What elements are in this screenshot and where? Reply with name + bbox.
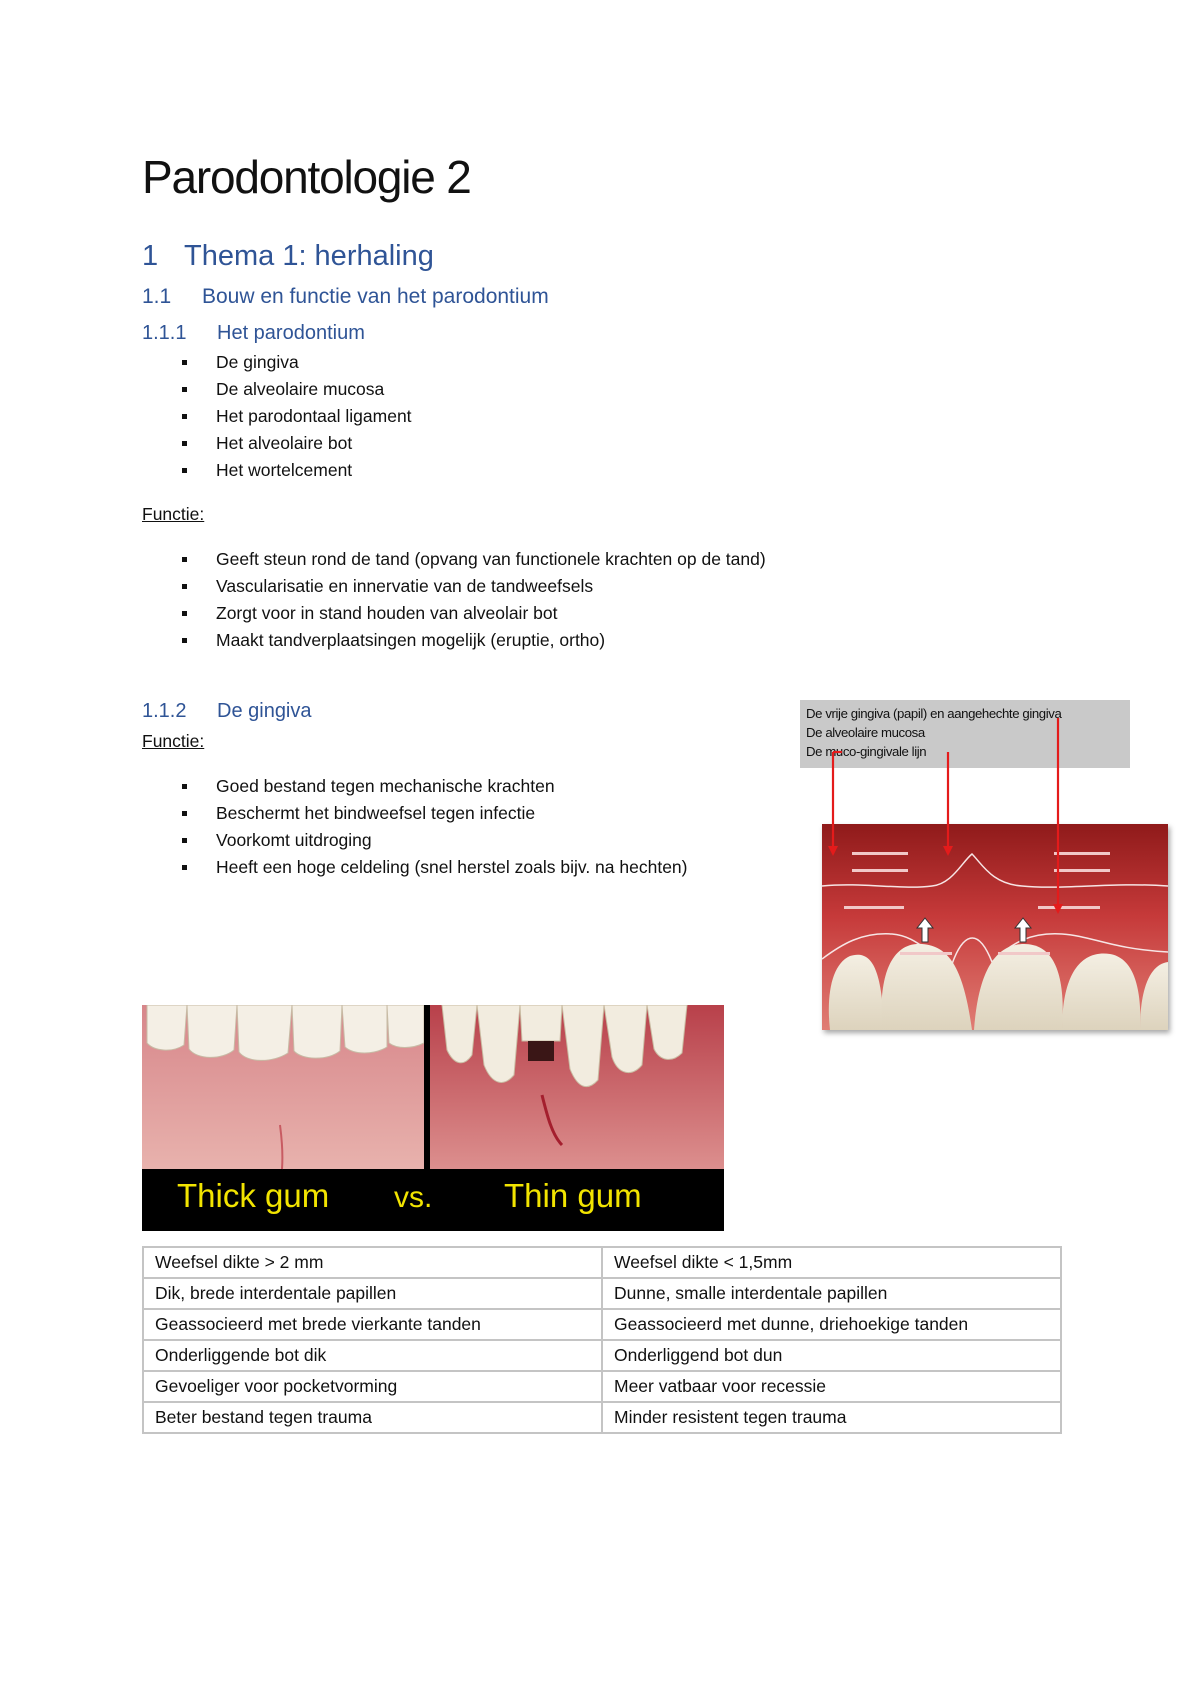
heading-1-1-number: 1.1 xyxy=(142,285,172,308)
list-item: Heeft een hoge celdeling (snel herstel zoals bijv. na hechten) xyxy=(180,854,688,881)
list-item: De gingiva xyxy=(180,349,412,376)
heading-1-text: Thema 1: herhaling xyxy=(184,240,434,272)
thick-gum-caption: Thick gum xyxy=(177,1177,330,1214)
document-title: Parodontologie 2 xyxy=(142,151,471,203)
legend-line: De muco-gingivale lijn xyxy=(806,744,927,759)
legend-arrows xyxy=(800,700,1174,1030)
heading-1-1-2-text: De gingiva xyxy=(217,700,312,722)
heading-1-1-1-text: Het parodontium xyxy=(217,322,365,344)
functie-label: Functie: xyxy=(142,504,205,524)
table-cell: Dunne, smalle interdentale papillen xyxy=(602,1278,1061,1309)
table-cell: Beter bestand tegen trauma xyxy=(143,1402,602,1433)
table-row xyxy=(143,1309,1061,1340)
heading-1-1-2-number: 1.1.2 xyxy=(142,700,187,722)
table-cell: Geassocieerd met dunne, driehoekige tanden xyxy=(602,1309,1061,1340)
list-item: Vascularisatie en innervatie van de tandweefsels xyxy=(180,573,766,600)
table-cell: Meer vatbaar voor recessie xyxy=(602,1371,1061,1402)
list-item: Maakt tandverplaatsingen mogelijk (eruptie, ortho) xyxy=(180,627,766,654)
thick-vs-thin-photo xyxy=(142,1005,724,1231)
list-item: De alveolaire mucosa xyxy=(180,376,412,403)
list-item: Geeft steun rond de tand (opvang van functionele krachten op de tand) xyxy=(180,546,766,573)
heading-1-1-1 xyxy=(142,322,365,345)
heading-1-number: 1 xyxy=(142,240,159,272)
table-cell: Geassocieerd met brede vierkante tanden xyxy=(143,1309,602,1340)
table-cell: Dik, brede interdentale papillen xyxy=(143,1278,602,1309)
heading-1 xyxy=(142,240,434,273)
table-cell: Onderliggende bot dik xyxy=(143,1340,602,1371)
heading-1-1-2 xyxy=(142,700,312,723)
heading-1-1 xyxy=(142,285,549,309)
vs-caption: vs. xyxy=(394,1181,433,1214)
list-item: Zorgt voor in stand houden van alveolair bot xyxy=(180,600,766,627)
thin-gum-caption: Thin gum xyxy=(504,1177,642,1214)
list-item: Het parodontaal ligament xyxy=(180,403,412,430)
list-item: Beschermt het bindweefsel tegen infectie xyxy=(180,800,688,827)
list-item: Het wortelcement xyxy=(180,457,412,484)
functie-label: Functie: xyxy=(142,731,205,751)
table-row xyxy=(143,1278,1061,1309)
heading-1-1-1-number: 1.1.1 xyxy=(142,322,187,344)
table-row xyxy=(143,1402,1061,1433)
parodontium-functie-list xyxy=(180,546,766,654)
gingiva-figure xyxy=(800,700,1174,1030)
list-item: Het alveolaire bot xyxy=(180,430,412,457)
gingiva-functie-list xyxy=(180,773,688,881)
thick-thin-comparison-table xyxy=(142,1246,1062,1434)
list-item: Voorkomt uitdroging xyxy=(180,827,688,854)
table-row xyxy=(143,1247,1061,1278)
heading-1-1-text: Bouw en functie van het parodontium xyxy=(202,285,549,308)
parodontium-list xyxy=(180,349,412,484)
list-item: Goed bestand tegen mechanische krachten xyxy=(180,773,688,800)
table-cell: Onderliggend bot dun xyxy=(602,1340,1061,1371)
legend-line: De vrije gingiva (papil) en aangehechte gingiva xyxy=(806,706,1062,721)
table-cell: Weefsel dikte < 1,5mm xyxy=(602,1247,1061,1278)
table-cell: Gevoeliger voor pocketvorming xyxy=(143,1371,602,1402)
table-cell: Minder resistent tegen trauma xyxy=(602,1402,1061,1433)
legend-line: De alveolaire mucosa xyxy=(806,725,925,740)
table-row xyxy=(143,1340,1061,1371)
table-cell: Weefsel dikte > 2 mm xyxy=(143,1247,602,1278)
table-row xyxy=(143,1371,1061,1402)
